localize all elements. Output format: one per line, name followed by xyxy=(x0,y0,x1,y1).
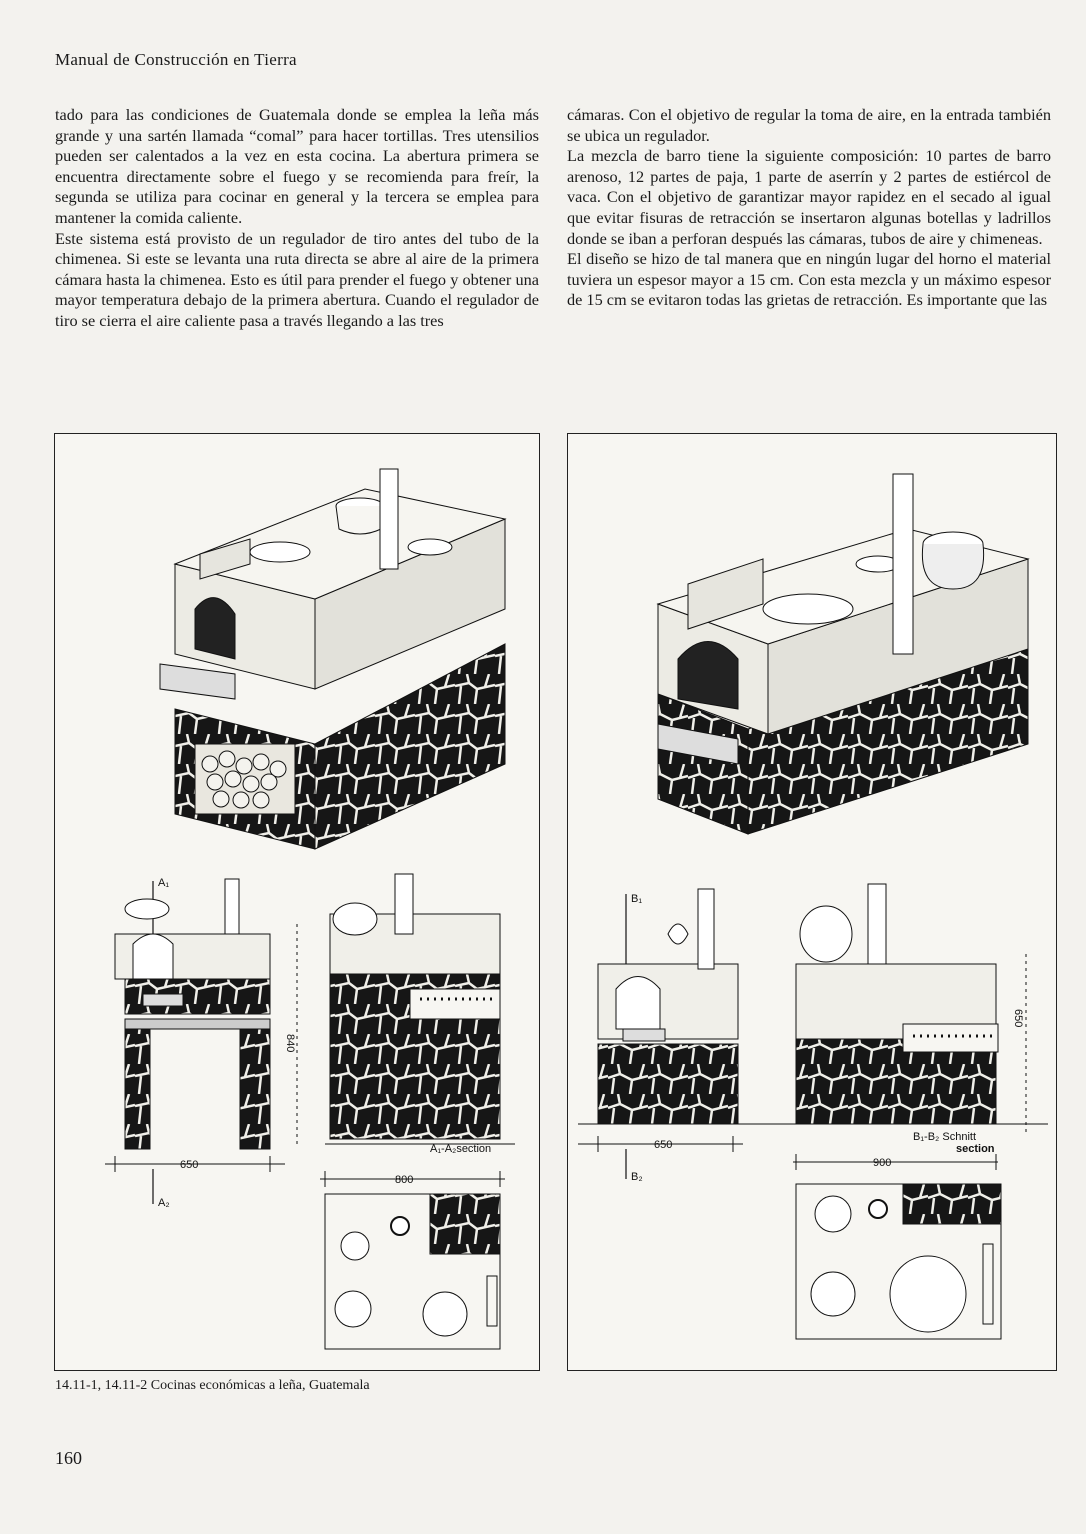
section-drawing xyxy=(796,884,1026,1134)
dimension-height: 650 xyxy=(1012,1009,1024,1028)
section-marker-b1: B₁ xyxy=(631,893,643,905)
section-label-bottom: section xyxy=(956,1143,995,1155)
text-column-right xyxy=(567,105,1051,311)
text-column-left xyxy=(55,105,539,332)
section-label-top: B₁-B₂ Schnitt xyxy=(913,1131,977,1143)
isometric-stove-drawing xyxy=(160,469,505,849)
paragraph: Este sistema está provisto de un regulador de tiro antes del tubo de la chimenea. Si este se levanta una ruta directa se abre al aire de la primera cámara hasta la chimenea. Esto es útil para prender el fuego y obtener una mayor temperatura debajo de la primera abertura. Cuando el regulador de tiro se cierra el aire caliente pasa a través llegando a las tres xyxy=(55,228,539,330)
section-marker-a2: A₂ xyxy=(158,1197,170,1209)
dimension-plan: 800 xyxy=(395,1174,414,1186)
stove-illustration-right xyxy=(568,434,1056,1370)
dimension-height: 840 xyxy=(284,1034,296,1053)
section-marker-b2: B₂ xyxy=(631,1171,643,1183)
figure-stove-guatemala-2 xyxy=(567,433,1057,1371)
isometric-stove-drawing xyxy=(658,474,1028,834)
front-elevation-drawing xyxy=(105,879,285,1204)
running-head: Manual de Construcción en Tierra xyxy=(55,50,297,69)
section-label: A₁-A₂section xyxy=(430,1143,492,1155)
dimension-width: 650 xyxy=(654,1139,673,1151)
plan-view-drawing xyxy=(793,1154,1001,1339)
section-marker-a1: A₁ xyxy=(158,877,170,889)
paragraph: El diseño se hizo de tal manera que en ningún lugar del horno el material tuviera un espesor mayor a 15 cm. Con esta mezcla y un máximo espesor de 15 cm se evitaron todas las grietas de retracción. Es importante que las xyxy=(567,249,1051,310)
figure-stove-guatemala-1 xyxy=(54,433,540,1371)
dimension-width: 650 xyxy=(180,1159,199,1171)
paragraph: La mezcla de barro tiene la siguiente composición: 10 partes de barro arenoso, 12 partes de paja, 1 parte de aserrín y 2 partes de estiércol de vaca. Con el objetivo de garantizar mayor rapidez en el secado al igual que evitar fisuras de retracción se insertaron algunas botellas y ladrillos donde se iban a perforan después las cámaras, tubos de aire y chimeneas. xyxy=(567,146,1051,248)
dimension-plan: 900 xyxy=(873,1157,892,1169)
stove-illustration-left xyxy=(55,434,539,1370)
paragraph: tado para las condiciones de Guatemala donde se emplea la leña más grande y una sartén llamada “comal” para hacer tortillas. Tres utensilios pueden ser calentados a la vez en esta cocina. La abertura primera se encuentra directamente sobre el fuego y se recomienda para freír, la segunda se utiliza para cocinar en general y la tercera se emplea para mantener la comida caliente. xyxy=(55,105,539,227)
section-drawing xyxy=(297,874,515,1144)
page-number: 160 xyxy=(55,1448,82,1468)
paragraph: cámaras. Con el objetivo de regular la toma de aire, en la entrada también se ubica un regulador. xyxy=(567,105,1051,145)
figure-caption: 14.11-1, 14.11-2 Cocinas económicas a leña, Guatemala xyxy=(55,1378,370,1393)
plan-view-drawing xyxy=(320,1171,505,1349)
